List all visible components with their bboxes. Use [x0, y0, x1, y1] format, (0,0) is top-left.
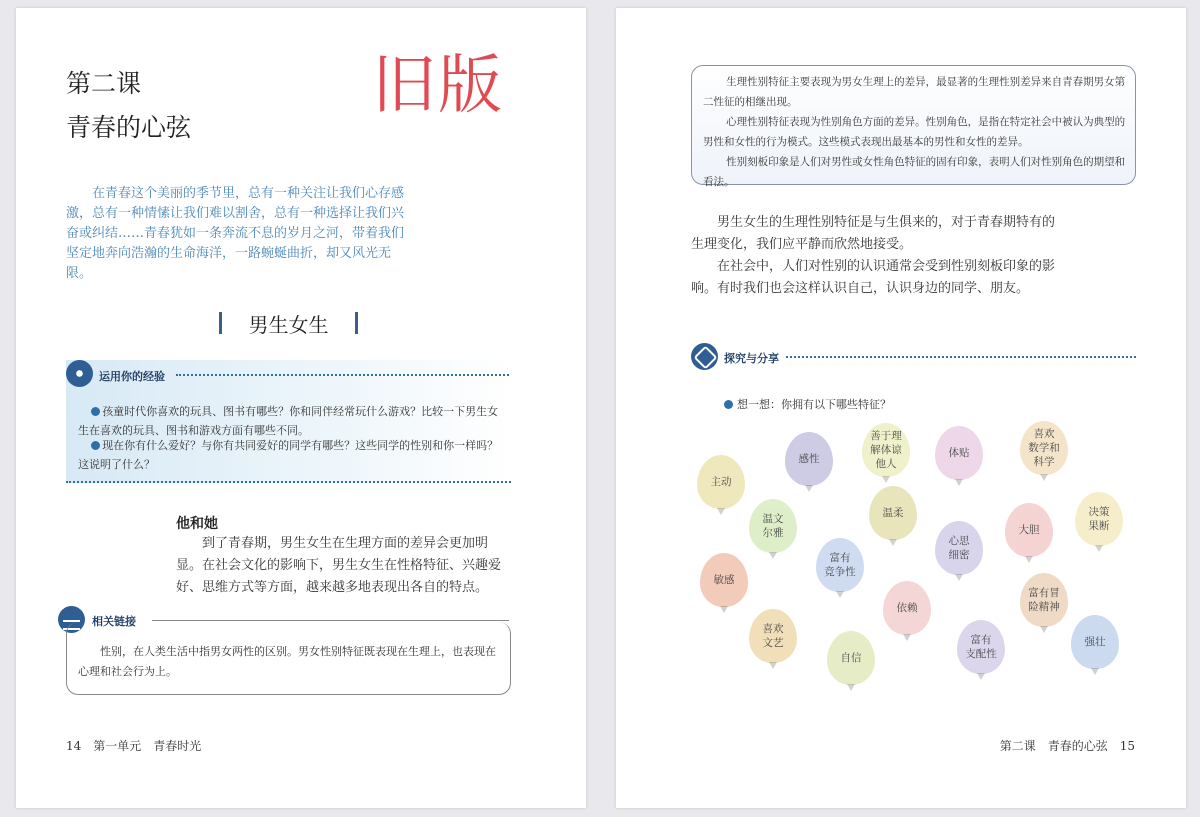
page-footer-right: 第二课 青春的心弦 15 — [999, 739, 1135, 753]
related-link-text: 性别，在人类生活中指男女两性的区别。男女性别特征既表现在生理上，也表现在心理和社会行为上。 — [78, 645, 496, 678]
lesson-intro: 在青春这个美丽的季节里，总有一种关注让我们心存感激，总有一种情愫让我们难以割舍，总有一种选择让我们兴奋或纠结……青春犹如一条奔流不息的岁月之河，带着我们坚定地奔向浩瀚的生命海洋，一路蜿蜒曲折，却又风光无限。 — [66, 186, 405, 281]
experience-title: 运用你的经验 — [99, 370, 165, 383]
trait-balloon: 自信 — [827, 631, 875, 685]
experience-icon — [66, 360, 93, 387]
explore-icon — [691, 343, 718, 370]
trait-balloon: 主动 — [697, 455, 745, 509]
body-text — [691, 212, 1061, 300]
trait-balloon: 喜欢 文艺 — [749, 609, 797, 663]
old-version-stamp: 旧版 — [372, 49, 504, 123]
trait-balloon: 温柔 — [869, 486, 917, 540]
dotted-divider — [176, 374, 509, 376]
body-paragraph: 到了青春期，男生女生在生理方面的差异会更加明显。在社会文化的影响下，男生女生在性格特征、兴趣爱好、思维方式等方面，越来越多地表现出各自的特点。 — [176, 536, 502, 595]
page-footer-left: 14 第一单元 青春时光 — [66, 739, 202, 753]
subsection-title: 他和她 — [176, 516, 218, 532]
trait-balloon: 依赖 — [883, 581, 931, 635]
bullet-icon — [724, 400, 733, 409]
heading-bar-right — [355, 312, 358, 334]
trait-balloon: 大胆 — [1005, 503, 1053, 557]
lesson-number: 第二课 — [66, 69, 142, 98]
trait-balloon: 体贴 — [935, 426, 983, 480]
definition-paragraph: 心理性别特征表现为性别角色方面的差异。性别角色，是指在特定社会中被认为典型的男性和女性的行为模式。这些模式表现出最基本的男性和女性的差异。 — [703, 116, 1126, 148]
trait-balloon: 富有冒 险精神 — [1020, 573, 1068, 627]
dotted-divider — [786, 356, 1136, 358]
trait-balloon: 敏感 — [700, 553, 748, 607]
trait-balloon: 富有 竞争性 — [816, 538, 864, 592]
trait-balloon: 感性 — [785, 432, 833, 486]
body-paragraph: 在社会中，人们对性别的认识通常会受到性别刻板印象的影响。有时我们也会这样认识自己，认识身边的同学、朋友。 — [691, 259, 1056, 296]
definition-paragraph: 性别刻板印象是人们对男性或女性角色特征的固有印象，表明人们对性别角色的期望和看法。 — [703, 156, 1126, 188]
think-prompt: 想一想：你拥有以下哪些特征？ — [737, 398, 891, 411]
heading-bar-left — [219, 312, 222, 334]
trait-balloon: 善于理 解体谅 他人 — [862, 423, 910, 477]
section-heading — [216, 310, 361, 336]
definition-paragraph: 生理性别特征主要表现为男女生理上的差异，最显著的生理性别差异来自青春期男女第二性征的相继出现。 — [703, 76, 1126, 108]
trait-balloon: 富有 支配性 — [957, 620, 1005, 674]
related-link-title: 相关链接 — [92, 615, 136, 628]
lesson-title: 青春的心弦 — [66, 113, 192, 142]
explore-title: 探究与分享 — [724, 352, 779, 365]
experience-box — [66, 360, 511, 483]
trait-balloon: 温文 尔雅 — [749, 499, 797, 553]
definition-list — [703, 72, 1126, 192]
left-page — [16, 8, 586, 808]
link-divider — [152, 620, 509, 621]
right-page — [616, 8, 1186, 808]
body-paragraph: 男生女生的生理性别特征是与生俱来的，对于青春期特有的生理变化，我们应平静而欣然地接受。 — [691, 215, 1056, 252]
trait-balloon: 喜欢 数学和 科学 — [1020, 421, 1068, 475]
trait-balloon: 心思 细密 — [935, 521, 983, 575]
experience-question-1: 孩童时代你喜欢的玩具、图书有哪些？你和同伴经常玩什么游戏？比较一下男生女生在喜欢的玩具、图书和游戏方面有哪些不同。 — [78, 405, 499, 437]
trait-balloon: 强壮 — [1071, 615, 1119, 669]
section-title: 男生女生 — [248, 312, 329, 337]
trait-balloon: 决策 果断 — [1075, 492, 1123, 546]
experience-question-2: 现在你有什么爱好？与你有共同爱好的同学有哪些？这些同学的性别和你一样吗？这说明了什么？ — [78, 439, 499, 471]
